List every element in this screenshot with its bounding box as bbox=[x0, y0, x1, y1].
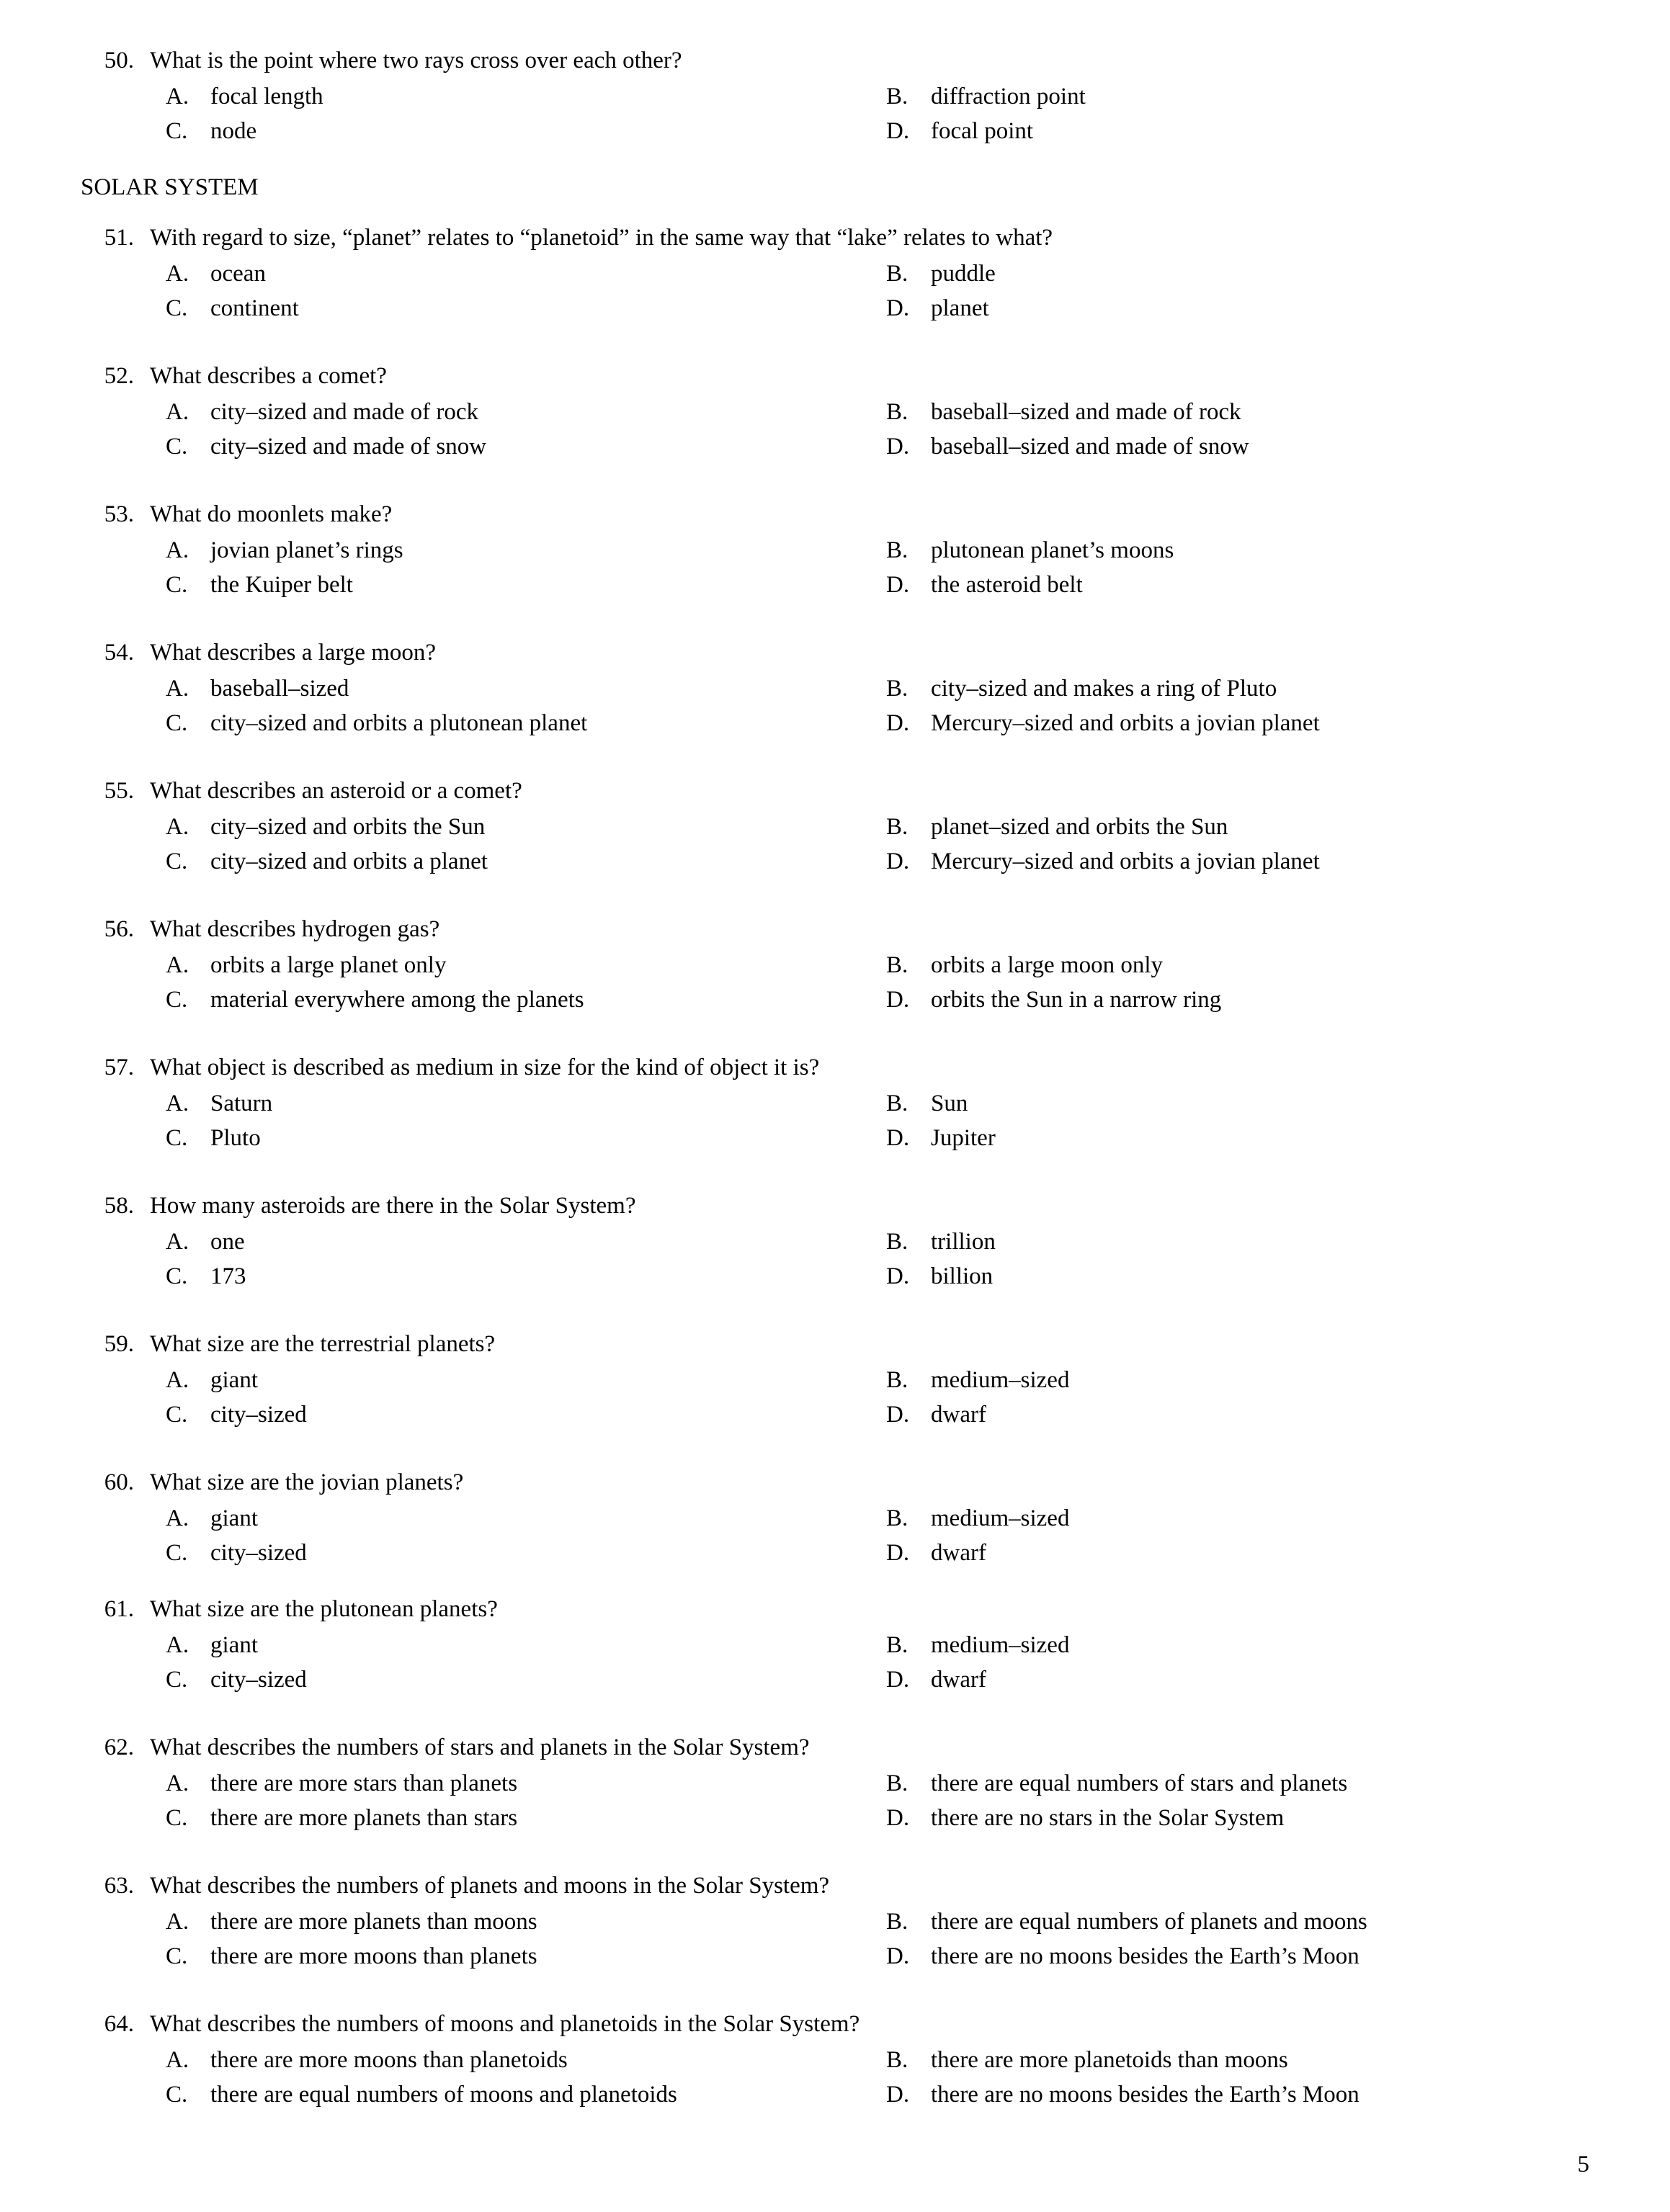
option-letter: D. bbox=[886, 1805, 910, 1831]
option-label: focal length bbox=[210, 84, 323, 109]
option-c[interactable] bbox=[166, 1397, 886, 1432]
option-letter: A. bbox=[166, 2047, 189, 2073]
option-a[interactable] bbox=[166, 1628, 886, 1662]
option-letter: C. bbox=[166, 1125, 188, 1151]
option-row bbox=[81, 844, 1589, 879]
question-number: 56. bbox=[104, 916, 134, 942]
option-b[interactable] bbox=[886, 395, 1589, 429]
option-label: planet bbox=[931, 295, 989, 321]
option-row bbox=[81, 948, 1589, 982]
question-text: With regard to size, “planet” relates to “planetoid” in the same way that “lake” relates to what? bbox=[150, 225, 1053, 251]
option-letter: D. bbox=[886, 2082, 910, 2108]
question-item bbox=[81, 1592, 1589, 1697]
option-letter: C. bbox=[166, 295, 188, 321]
option-label: city–sized and made of snow bbox=[210, 434, 487, 460]
question-text: What describes hydrogen gas? bbox=[150, 916, 440, 942]
option-letter: B. bbox=[886, 676, 908, 702]
question-text: What describes the numbers of moons and planetoids in the Solar System? bbox=[150, 2011, 860, 2037]
option-label: 173 bbox=[210, 1263, 246, 1289]
option-d[interactable] bbox=[886, 982, 1589, 1017]
question-text: What describes the numbers of stars and planets in the Solar System? bbox=[150, 1734, 810, 1760]
option-label: there are no stars in the Solar System bbox=[931, 1805, 1285, 1831]
answer-options bbox=[81, 1501, 1589, 1570]
option-d[interactable] bbox=[886, 1536, 1589, 1570]
question-item bbox=[81, 774, 1589, 879]
option-label: dwarf bbox=[931, 1402, 986, 1428]
option-b[interactable] bbox=[886, 79, 1589, 114]
option-label: city–sized and orbits a plutonean planet bbox=[210, 710, 588, 736]
question-item bbox=[81, 635, 1589, 740]
question-text: What size are the terrestrial planets? bbox=[150, 1331, 496, 1357]
question-number: 53. bbox=[104, 501, 134, 527]
option-label: dwarf bbox=[931, 1667, 986, 1693]
option-b[interactable] bbox=[886, 948, 1589, 982]
option-label: baseball–sized and made of rock bbox=[931, 399, 1241, 425]
option-a[interactable] bbox=[166, 395, 886, 429]
question-header bbox=[81, 774, 1589, 808]
option-b[interactable] bbox=[886, 2043, 1589, 2077]
option-label: trillion bbox=[931, 1229, 996, 1255]
option-letter: B. bbox=[886, 261, 908, 287]
option-label: billion bbox=[931, 1263, 993, 1289]
question-text: What is the point where two rays cross over each other? bbox=[150, 48, 682, 73]
question-header bbox=[81, 1465, 1589, 1500]
option-label: one bbox=[210, 1229, 245, 1255]
option-letter: A. bbox=[166, 1367, 189, 1393]
option-label: the asteroid belt bbox=[931, 572, 1083, 598]
option-a[interactable] bbox=[166, 1766, 886, 1801]
option-b[interactable] bbox=[886, 1628, 1589, 1662]
question-header bbox=[81, 1050, 1589, 1085]
option-c[interactable] bbox=[166, 291, 886, 326]
option-letter: D. bbox=[886, 1943, 910, 1969]
option-label: node bbox=[210, 118, 257, 144]
option-letter: A. bbox=[166, 1632, 189, 1658]
option-label: giant bbox=[210, 1367, 258, 1393]
option-d[interactable] bbox=[886, 844, 1589, 879]
option-letter: B. bbox=[886, 2047, 908, 2073]
answer-options bbox=[81, 395, 1589, 464]
option-c[interactable] bbox=[166, 844, 886, 879]
option-c[interactable] bbox=[166, 2077, 886, 2112]
option-label: Jupiter bbox=[931, 1125, 996, 1151]
option-c[interactable] bbox=[166, 1536, 886, 1570]
option-label: Pluto bbox=[210, 1125, 261, 1151]
question-number: 57. bbox=[104, 1054, 134, 1080]
option-c[interactable] bbox=[166, 1662, 886, 1697]
option-row bbox=[81, 982, 1589, 1017]
option-letter: A. bbox=[166, 1909, 189, 1935]
answer-options bbox=[81, 533, 1589, 602]
option-letter: C. bbox=[166, 848, 188, 874]
option-label: ocean bbox=[210, 261, 266, 287]
option-letter: D. bbox=[886, 1402, 910, 1428]
option-label: there are equal numbers of moons and planetoids bbox=[210, 2082, 677, 2108]
option-letter: D. bbox=[886, 434, 910, 460]
option-b[interactable] bbox=[886, 810, 1589, 844]
option-c[interactable] bbox=[166, 1801, 886, 1835]
question-item bbox=[81, 2007, 1589, 2112]
option-row bbox=[81, 1939, 1589, 1974]
option-d[interactable] bbox=[886, 114, 1589, 148]
option-row bbox=[81, 1904, 1589, 1939]
option-b[interactable] bbox=[886, 1501, 1589, 1536]
option-letter: A. bbox=[166, 1505, 189, 1531]
question-number: 62. bbox=[104, 1734, 134, 1760]
question-item bbox=[81, 1730, 1589, 1835]
option-letter: C. bbox=[166, 118, 188, 144]
option-d[interactable] bbox=[886, 1397, 1589, 1432]
option-label: there are equal numbers of stars and planets bbox=[931, 1770, 1348, 1796]
option-label: city–sized bbox=[210, 1540, 307, 1566]
option-a[interactable] bbox=[166, 1086, 886, 1121]
option-letter: D. bbox=[886, 987, 910, 1013]
option-label: medium–sized bbox=[931, 1505, 1070, 1531]
option-row bbox=[81, 1662, 1589, 1697]
question-item bbox=[81, 1327, 1589, 1432]
option-b[interactable] bbox=[886, 1363, 1589, 1397]
option-label: orbits a large moon only bbox=[931, 952, 1164, 978]
option-b[interactable] bbox=[886, 533, 1589, 568]
option-label: Saturn bbox=[210, 1091, 273, 1116]
question-number: 64. bbox=[104, 2011, 134, 2037]
answer-options bbox=[81, 1766, 1589, 1835]
option-b[interactable] bbox=[886, 671, 1589, 706]
question-header bbox=[81, 497, 1589, 532]
option-b[interactable] bbox=[886, 1766, 1589, 1801]
option-letter: B. bbox=[886, 84, 908, 109]
option-row bbox=[81, 810, 1589, 844]
question-header bbox=[81, 635, 1589, 670]
question-number: 61. bbox=[104, 1596, 134, 1622]
option-d[interactable] bbox=[886, 2077, 1589, 2112]
option-letter: C. bbox=[166, 710, 188, 736]
question-item bbox=[81, 1050, 1589, 1155]
option-b[interactable] bbox=[886, 1904, 1589, 1939]
option-label: Mercury–sized and orbits a jovian planet bbox=[931, 710, 1320, 736]
option-row bbox=[81, 568, 1589, 602]
option-letter: B. bbox=[886, 1770, 908, 1796]
answer-options bbox=[81, 1904, 1589, 1974]
question-text: What size are the jovian planets? bbox=[150, 1469, 464, 1495]
answer-options bbox=[81, 79, 1589, 148]
option-label: Mercury–sized and orbits a jovian planet bbox=[931, 848, 1320, 874]
option-row bbox=[81, 256, 1589, 291]
question-number: 50. bbox=[104, 48, 134, 73]
option-c[interactable] bbox=[166, 1939, 886, 1974]
option-c[interactable] bbox=[166, 568, 886, 602]
answer-options bbox=[81, 1628, 1589, 1697]
option-label: medium–sized bbox=[931, 1367, 1070, 1393]
question-header bbox=[81, 359, 1589, 393]
question-number: 60. bbox=[104, 1469, 134, 1495]
option-a[interactable] bbox=[166, 671, 886, 706]
option-row bbox=[81, 1397, 1589, 1432]
option-b[interactable] bbox=[886, 1086, 1589, 1121]
option-label: there are more planetoids than moons bbox=[931, 2047, 1288, 2073]
option-letter: A. bbox=[166, 399, 189, 425]
question-item bbox=[81, 1465, 1589, 1570]
question-number: 63. bbox=[104, 1873, 134, 1899]
option-row bbox=[81, 1259, 1589, 1294]
question-item bbox=[81, 220, 1589, 326]
option-d[interactable] bbox=[886, 1801, 1589, 1835]
option-label: diffraction point bbox=[931, 84, 1086, 109]
question-number: 58. bbox=[104, 1193, 134, 1219]
option-row bbox=[81, 533, 1589, 568]
option-c[interactable] bbox=[166, 1259, 886, 1294]
option-label: planet–sized and orbits the Sun bbox=[931, 814, 1228, 840]
option-c[interactable] bbox=[166, 1121, 886, 1155]
question-header bbox=[81, 1327, 1589, 1361]
question-text: What describes an asteroid or a comet? bbox=[150, 778, 522, 804]
option-label: baseball–sized bbox=[210, 676, 349, 702]
option-letter: D. bbox=[886, 1263, 910, 1289]
option-letter: B. bbox=[886, 814, 908, 840]
option-a[interactable] bbox=[166, 256, 886, 291]
option-row bbox=[81, 114, 1589, 148]
answer-options bbox=[81, 1363, 1589, 1432]
option-letter: A. bbox=[166, 952, 189, 978]
option-letter: D. bbox=[886, 848, 910, 874]
option-row bbox=[81, 395, 1589, 429]
option-c[interactable] bbox=[166, 982, 886, 1017]
question-header bbox=[81, 912, 1589, 946]
option-label: city–sized bbox=[210, 1667, 307, 1693]
option-a[interactable] bbox=[166, 1501, 886, 1536]
option-letter: B. bbox=[886, 1367, 908, 1393]
question-text: What size are the plutonean planets? bbox=[150, 1596, 498, 1622]
option-row bbox=[81, 79, 1589, 114]
question-header bbox=[81, 1730, 1589, 1765]
question-item bbox=[81, 497, 1589, 602]
option-row bbox=[81, 1628, 1589, 1662]
question-header bbox=[81, 1868, 1589, 1903]
option-a[interactable] bbox=[166, 948, 886, 982]
option-label: giant bbox=[210, 1505, 258, 1531]
option-d[interactable] bbox=[886, 1259, 1589, 1294]
option-letter: C. bbox=[166, 434, 188, 460]
option-d[interactable] bbox=[886, 568, 1589, 602]
option-label: plutonean planet’s moons bbox=[931, 537, 1174, 563]
option-letter: C. bbox=[166, 2082, 188, 2108]
question-text: What describes the numbers of planets and moons in the Solar System? bbox=[150, 1873, 830, 1899]
option-label: material everywhere among the planets bbox=[210, 987, 584, 1013]
option-label: there are more planets than moons bbox=[210, 1909, 537, 1935]
option-a[interactable] bbox=[166, 2043, 886, 2077]
option-letter: A. bbox=[166, 261, 189, 287]
option-label: focal point bbox=[931, 118, 1034, 144]
option-label: there are more stars than planets bbox=[210, 1770, 518, 1796]
question-number: 52. bbox=[104, 363, 134, 389]
option-letter: C. bbox=[166, 987, 188, 1013]
option-label: orbits a large planet only bbox=[210, 952, 447, 978]
option-d[interactable] bbox=[886, 429, 1589, 464]
option-label: continent bbox=[210, 295, 299, 321]
option-label: puddle bbox=[931, 261, 996, 287]
question-item bbox=[81, 1868, 1589, 1974]
question-item bbox=[81, 912, 1589, 1017]
option-letter: D. bbox=[886, 1540, 910, 1566]
answer-options bbox=[81, 948, 1589, 1017]
option-label: giant bbox=[210, 1632, 258, 1658]
answer-options bbox=[81, 810, 1589, 879]
option-c[interactable] bbox=[166, 114, 886, 148]
option-letter: B. bbox=[886, 1505, 908, 1531]
option-d[interactable] bbox=[886, 1662, 1589, 1697]
option-label: city–sized and orbits the Sun bbox=[210, 814, 486, 840]
option-a[interactable] bbox=[166, 79, 886, 114]
option-label: there are more moons than planets bbox=[210, 1943, 537, 1969]
question-item bbox=[81, 1188, 1589, 1294]
question-text: What describes a large moon? bbox=[150, 640, 437, 666]
option-a[interactable] bbox=[166, 810, 886, 844]
option-label: there are no moons besides the Earth’s Moon bbox=[931, 1943, 1359, 1969]
option-b[interactable] bbox=[886, 1224, 1589, 1259]
answer-options bbox=[81, 2043, 1589, 2112]
question-item bbox=[81, 43, 1589, 148]
option-c[interactable] bbox=[166, 706, 886, 740]
option-label: city–sized and made of rock bbox=[210, 399, 479, 425]
option-a[interactable] bbox=[166, 1904, 886, 1939]
option-letter: D. bbox=[886, 710, 910, 736]
question-header bbox=[81, 1592, 1589, 1626]
option-label: city–sized and makes a ring of Pluto bbox=[931, 676, 1277, 702]
section-heading: SOLAR SYSTEM bbox=[81, 174, 259, 200]
option-label: there are no moons besides the Earth’s Moon bbox=[931, 2082, 1359, 2108]
question-text: What object is described as medium in size for the kind of object it is? bbox=[150, 1054, 820, 1080]
option-row bbox=[81, 706, 1589, 740]
option-letter: B. bbox=[886, 952, 908, 978]
option-row bbox=[81, 1086, 1589, 1121]
page-number: 5 bbox=[1577, 2151, 1589, 2177]
option-row bbox=[81, 1801, 1589, 1835]
question-header bbox=[81, 2007, 1589, 2041]
option-letter: A. bbox=[166, 676, 189, 702]
option-row bbox=[81, 1501, 1589, 1536]
option-label: the Kuiper belt bbox=[210, 572, 353, 598]
option-letter: D. bbox=[886, 295, 910, 321]
option-label: dwarf bbox=[931, 1540, 986, 1566]
question-number: 55. bbox=[104, 778, 134, 804]
option-row bbox=[81, 671, 1589, 706]
option-letter: C. bbox=[166, 1402, 188, 1428]
option-letter: B. bbox=[886, 399, 908, 425]
option-letter: D. bbox=[886, 1125, 910, 1151]
answer-options bbox=[81, 1224, 1589, 1294]
option-letter: C. bbox=[166, 572, 188, 598]
option-letter: A. bbox=[166, 537, 189, 563]
option-d[interactable] bbox=[886, 706, 1589, 740]
option-label: there are equal numbers of planets and moons bbox=[931, 1909, 1367, 1935]
option-row bbox=[81, 1121, 1589, 1155]
option-letter: D. bbox=[886, 572, 910, 598]
question-text: What do moonlets make? bbox=[150, 501, 393, 527]
option-c[interactable] bbox=[166, 429, 886, 464]
option-d[interactable] bbox=[886, 291, 1589, 326]
option-row bbox=[81, 1363, 1589, 1397]
option-letter: A. bbox=[166, 1229, 189, 1255]
question-number: 59. bbox=[104, 1331, 134, 1357]
option-letter: C. bbox=[166, 1540, 188, 1566]
option-letter: B. bbox=[886, 1091, 908, 1116]
answer-options bbox=[81, 256, 1589, 326]
option-letter: C. bbox=[166, 1805, 188, 1831]
option-letter: B. bbox=[886, 1909, 908, 1935]
answer-options bbox=[81, 671, 1589, 740]
option-letter: C. bbox=[166, 1667, 188, 1693]
option-label: baseball–sized and made of snow bbox=[931, 434, 1249, 460]
option-letter: B. bbox=[886, 1229, 908, 1255]
question-header bbox=[81, 220, 1589, 255]
option-row bbox=[81, 1766, 1589, 1801]
option-letter: D. bbox=[886, 118, 910, 144]
question-text: What describes a comet? bbox=[150, 363, 387, 389]
option-row bbox=[81, 1536, 1589, 1570]
option-letter: C. bbox=[166, 1943, 188, 1969]
option-a[interactable] bbox=[166, 533, 886, 568]
option-letter: A. bbox=[166, 1091, 189, 1116]
option-b[interactable] bbox=[886, 256, 1589, 291]
option-letter: B. bbox=[886, 1632, 908, 1658]
question-number: 51. bbox=[104, 225, 134, 251]
option-letter: A. bbox=[166, 84, 189, 109]
answer-options bbox=[81, 1086, 1589, 1155]
option-label: there are more moons than planetoids bbox=[210, 2047, 568, 2073]
option-label: Sun bbox=[931, 1091, 968, 1116]
option-letter: B. bbox=[886, 537, 908, 563]
option-a[interactable] bbox=[166, 1224, 886, 1259]
option-label: city–sized and orbits a planet bbox=[210, 848, 488, 874]
question-text: How many asteroids are there in the Solar System? bbox=[150, 1193, 636, 1219]
option-row bbox=[81, 2043, 1589, 2077]
option-label: orbits the Sun in a narrow ring bbox=[931, 987, 1222, 1013]
option-row bbox=[81, 291, 1589, 326]
option-label: medium–sized bbox=[931, 1632, 1070, 1658]
option-row bbox=[81, 1224, 1589, 1259]
question-item bbox=[81, 359, 1589, 464]
question-header bbox=[81, 1188, 1589, 1223]
question-number: 54. bbox=[104, 640, 134, 666]
option-row bbox=[81, 2077, 1589, 2112]
option-label: there are more planets than stars bbox=[210, 1805, 518, 1831]
option-d[interactable] bbox=[886, 1121, 1589, 1155]
option-d[interactable] bbox=[886, 1939, 1589, 1974]
option-letter: C. bbox=[166, 1263, 188, 1289]
option-letter: A. bbox=[166, 814, 189, 840]
option-letter: D. bbox=[886, 1667, 910, 1693]
option-label: jovian planet’s rings bbox=[210, 537, 403, 563]
question-header bbox=[81, 43, 1589, 78]
option-letter: A. bbox=[166, 1770, 189, 1796]
option-label: city–sized bbox=[210, 1402, 307, 1428]
option-a[interactable] bbox=[166, 1363, 886, 1397]
option-row bbox=[81, 429, 1589, 464]
